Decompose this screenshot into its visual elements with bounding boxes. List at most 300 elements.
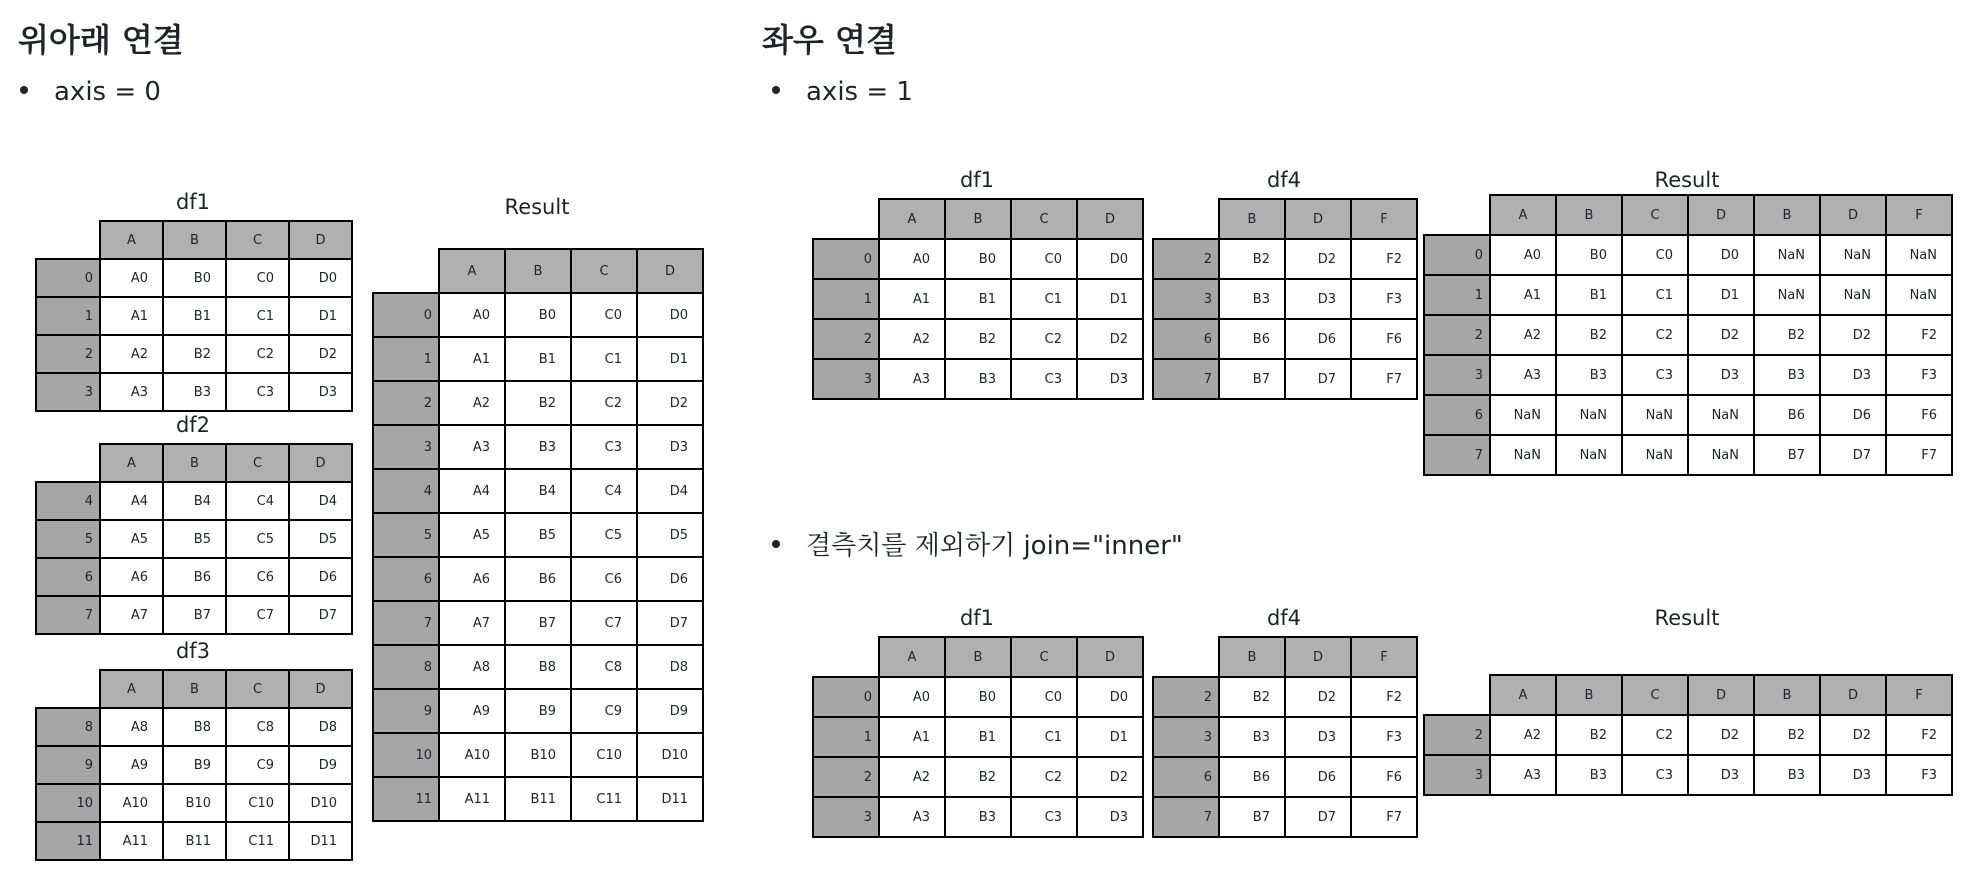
table-cell: A11 (439, 777, 505, 821)
table-cell: F7 (1351, 359, 1417, 399)
table-cell: A1 (1490, 275, 1556, 315)
column-header: D (1820, 675, 1886, 715)
table-cell: B7 (505, 601, 571, 645)
row-index: 0 (373, 293, 439, 337)
table-cell: NaN (1556, 395, 1622, 435)
table-cell: C0 (571, 293, 637, 337)
table-title: df4 (1266, 168, 1302, 192)
table-cell: D11 (637, 777, 703, 821)
table-cell: D7 (1285, 359, 1351, 399)
table-cell: D1 (1077, 279, 1143, 319)
table-cell: A2 (1490, 715, 1556, 755)
row-index: 1 (813, 717, 879, 757)
table-cell: F3 (1351, 717, 1417, 757)
bullet-axis1-text: axis = 1 (806, 77, 913, 107)
column-header: D (289, 221, 352, 259)
table-cell: A4 (100, 482, 163, 520)
table-cell: F6 (1886, 395, 1952, 435)
table-row (813, 279, 1143, 319)
table-cell: B1 (505, 337, 571, 381)
row-index: 6 (1424, 395, 1490, 435)
table-cell: D9 (289, 746, 352, 784)
table-cell: D2 (1285, 239, 1351, 279)
column-header: B (1754, 675, 1820, 715)
column-header: B (163, 444, 226, 482)
row-index: 8 (373, 645, 439, 689)
table-cell: D10 (637, 733, 703, 777)
column-header: A (100, 444, 163, 482)
table-cell: C0 (1011, 239, 1077, 279)
table-cell: C8 (571, 645, 637, 689)
row-index: 1 (36, 297, 100, 335)
table-cell: D5 (289, 520, 352, 558)
column-header: D (1688, 675, 1754, 715)
header-row (813, 199, 1143, 239)
table-cell: A10 (100, 784, 163, 822)
column-header: B (1556, 195, 1622, 235)
table-cell: A2 (879, 757, 945, 797)
row-index: 6 (1153, 319, 1219, 359)
table-cell: D10 (289, 784, 352, 822)
table-cell: NaN (1754, 235, 1820, 275)
table-cell: B5 (163, 520, 226, 558)
dataframe-table (812, 198, 1144, 400)
table-cell: F6 (1351, 319, 1417, 359)
table-row (373, 689, 703, 733)
table-cell: A5 (439, 513, 505, 557)
column-header: D (1820, 195, 1886, 235)
table-cell: A3 (1490, 355, 1556, 395)
table-cell: B3 (505, 425, 571, 469)
table-cell: A7 (100, 596, 163, 634)
table-cell: B0 (1556, 235, 1622, 275)
row-index: 3 (1153, 717, 1219, 757)
column-header: C (1622, 195, 1688, 235)
table-cell: A3 (879, 359, 945, 399)
dataframe-table (35, 220, 353, 412)
column-header: C (226, 670, 289, 708)
row-index: 3 (813, 359, 879, 399)
table-cell: C8 (226, 708, 289, 746)
table-cell: B3 (945, 359, 1011, 399)
dataframe-table (1423, 674, 1953, 796)
table-cell: C3 (226, 373, 289, 411)
table-cell: B11 (505, 777, 571, 821)
row-index: 6 (1153, 757, 1219, 797)
column-header: F (1351, 199, 1417, 239)
table-cell: C0 (1622, 235, 1688, 275)
column-header: F (1886, 195, 1952, 235)
row-index: 2 (373, 381, 439, 425)
table-cell: D1 (289, 297, 352, 335)
table-cell: F7 (1351, 797, 1417, 837)
dataframe-table (1423, 194, 1953, 476)
table-cell: D2 (1688, 715, 1754, 755)
table-row (373, 601, 703, 645)
column-header: D (1688, 195, 1754, 235)
table-cell: C2 (1622, 315, 1688, 355)
column-header: A (100, 221, 163, 259)
table-cell: A2 (1490, 315, 1556, 355)
table-cell: C9 (571, 689, 637, 733)
corner-cell (813, 199, 879, 239)
table-cell: D8 (289, 708, 352, 746)
table-row (1153, 319, 1417, 359)
table-cell: C2 (226, 335, 289, 373)
row-index: 7 (1153, 359, 1219, 399)
row-index: 10 (373, 733, 439, 777)
header-row (36, 221, 352, 259)
corner-cell (1153, 637, 1219, 677)
row-index: 2 (1424, 315, 1490, 355)
table-cell: NaN (1754, 275, 1820, 315)
table-cell: NaN (1490, 435, 1556, 475)
row-index: 8 (36, 708, 100, 746)
header-row (1424, 195, 1952, 235)
table-cell: D0 (637, 293, 703, 337)
table-cell: D6 (1820, 395, 1886, 435)
row-index: 2 (36, 335, 100, 373)
column-header: C (1011, 199, 1077, 239)
column-header: A (439, 249, 505, 293)
table-cell: C7 (571, 601, 637, 645)
table-cell: B1 (163, 297, 226, 335)
table-cell: NaN (1886, 235, 1952, 275)
table-row (1424, 275, 1952, 315)
table-cell: D3 (637, 425, 703, 469)
corner-cell (36, 221, 100, 259)
column-header: D (289, 670, 352, 708)
table-row (36, 822, 352, 860)
table-cell: A0 (1490, 235, 1556, 275)
row-index: 2 (1153, 239, 1219, 279)
column-header: B (1219, 199, 1285, 239)
table-row (1424, 315, 1952, 355)
table-title: df4 (1266, 606, 1302, 630)
row-index: 7 (1424, 435, 1490, 475)
table-cell: B10 (163, 784, 226, 822)
column-header: B (945, 199, 1011, 239)
dataframe-table (35, 669, 353, 861)
table-cell: A0 (879, 239, 945, 279)
row-index: 0 (36, 259, 100, 297)
table-cell: B3 (945, 797, 1011, 837)
table-cell: D7 (1285, 797, 1351, 837)
column-header: A (879, 199, 945, 239)
corner-cell (36, 670, 100, 708)
dataframe-table (1152, 636, 1418, 838)
table-cell: B3 (1556, 755, 1622, 795)
table-cell: C4 (571, 469, 637, 513)
table-cell: B7 (163, 596, 226, 634)
table-cell: D3 (1077, 359, 1143, 399)
table-cell: B2 (163, 335, 226, 373)
table-cell: B1 (945, 717, 1011, 757)
table-cell: C0 (1011, 677, 1077, 717)
table-cell: C2 (571, 381, 637, 425)
table-cell: A3 (439, 425, 505, 469)
table-row (813, 239, 1143, 279)
header-row (813, 637, 1143, 677)
column-header: B (945, 637, 1011, 677)
table-row (373, 337, 703, 381)
header-row (373, 249, 703, 293)
dataframe-table (372, 248, 704, 822)
table-row (813, 359, 1143, 399)
header-row (1424, 675, 1952, 715)
table-row (1153, 797, 1417, 837)
row-index: 4 (373, 469, 439, 513)
table-cell: A3 (100, 373, 163, 411)
table-cell: C9 (226, 746, 289, 784)
column-header: A (1490, 195, 1556, 235)
table-cell: B4 (163, 482, 226, 520)
table-cell: D6 (1285, 757, 1351, 797)
table-cell: B2 (1754, 315, 1820, 355)
table-cell: D3 (1285, 717, 1351, 757)
column-header: A (100, 670, 163, 708)
row-index: 5 (373, 513, 439, 557)
table-row (813, 717, 1143, 757)
table-cell: C6 (571, 557, 637, 601)
row-index: 7 (36, 596, 100, 634)
table-cell: D7 (637, 601, 703, 645)
table-cell: D2 (637, 381, 703, 425)
table-row (36, 520, 352, 558)
table-cell: D6 (637, 557, 703, 601)
row-index: 0 (1424, 235, 1490, 275)
row-index: 0 (813, 239, 879, 279)
row-index: 1 (373, 337, 439, 381)
column-header: C (1011, 637, 1077, 677)
table-cell: NaN (1688, 395, 1754, 435)
table-cell: D3 (1688, 355, 1754, 395)
table-cell: B2 (945, 319, 1011, 359)
table-row (373, 425, 703, 469)
table-cell: C1 (1011, 717, 1077, 757)
heading-vertical-concat: 위아래 연결 (18, 21, 184, 59)
table-cell: D3 (1820, 355, 1886, 395)
row-index: 10 (36, 784, 100, 822)
table-cell: D1 (1077, 717, 1143, 757)
table-cell: B2 (1754, 715, 1820, 755)
row-index: 9 (373, 689, 439, 733)
header-row (36, 444, 352, 482)
column-header: C (571, 249, 637, 293)
table-cell: A2 (439, 381, 505, 425)
table-cell: D2 (1077, 757, 1143, 797)
table-cell: B0 (505, 293, 571, 337)
row-index: 3 (1424, 755, 1490, 795)
table-cell: B10 (505, 733, 571, 777)
table-cell: D1 (1688, 275, 1754, 315)
table-cell: B0 (945, 239, 1011, 279)
table-cell: D3 (289, 373, 352, 411)
table-cell: B2 (505, 381, 571, 425)
table-cell: C2 (1011, 319, 1077, 359)
table-cell: D2 (1077, 319, 1143, 359)
bullet-axis0-text: axis = 0 (54, 77, 161, 107)
table-cell: B6 (163, 558, 226, 596)
table-cell: C11 (571, 777, 637, 821)
table-cell: B2 (1219, 677, 1285, 717)
column-header: B (163, 670, 226, 708)
bullet-axis0 (20, 76, 161, 108)
table-cell: A3 (879, 797, 945, 837)
table-cell: NaN (1886, 275, 1952, 315)
corner-cell (1153, 199, 1219, 239)
table-cell: A0 (100, 259, 163, 297)
row-index: 0 (813, 677, 879, 717)
table-cell: B3 (1754, 755, 1820, 795)
bullet-inner-join (772, 530, 1183, 562)
row-index: 3 (36, 373, 100, 411)
table-cell: F7 (1886, 435, 1952, 475)
table-cell: A10 (439, 733, 505, 777)
row-index: 6 (36, 558, 100, 596)
table-cell: C2 (1011, 757, 1077, 797)
column-header: C (226, 221, 289, 259)
table-cell: D11 (289, 822, 352, 860)
table-row (1153, 677, 1417, 717)
header-row (36, 670, 352, 708)
table-cell: B3 (1754, 355, 1820, 395)
table-row (36, 708, 352, 746)
table-row (1424, 395, 1952, 435)
table-row (373, 733, 703, 777)
table-cell: C4 (226, 482, 289, 520)
table-row (813, 319, 1143, 359)
table-row (1424, 355, 1952, 395)
table-cell: D6 (289, 558, 352, 596)
table-cell: A8 (100, 708, 163, 746)
table-row (1424, 715, 1952, 755)
table-cell: C3 (1622, 355, 1688, 395)
table-cell: C1 (1011, 279, 1077, 319)
column-header: B (505, 249, 571, 293)
table-cell: D8 (637, 645, 703, 689)
header-row (1153, 199, 1417, 239)
column-header: D (1285, 199, 1351, 239)
table-cell: B6 (1754, 395, 1820, 435)
table-cell: B5 (505, 513, 571, 557)
table-cell: D0 (1077, 239, 1143, 279)
table-cell: D2 (1285, 677, 1351, 717)
corner-cell (36, 444, 100, 482)
table-cell: D7 (289, 596, 352, 634)
table-cell: B3 (1219, 279, 1285, 319)
table-cell: D3 (1820, 755, 1886, 795)
table-row (373, 381, 703, 425)
table-cell: D3 (1285, 279, 1351, 319)
row-index: 1 (1424, 275, 1490, 315)
row-index: 3 (1153, 279, 1219, 319)
row-index: 1 (813, 279, 879, 319)
table-row (36, 373, 352, 411)
row-index: 7 (373, 601, 439, 645)
table-row (36, 259, 352, 297)
table-title: Result (504, 195, 570, 219)
table-cell: A9 (100, 746, 163, 784)
table-cell: A4 (439, 469, 505, 513)
table-cell: C1 (571, 337, 637, 381)
table-cell: B7 (1219, 797, 1285, 837)
corner-cell (1424, 195, 1490, 235)
column-header: F (1351, 637, 1417, 677)
table-cell: A2 (879, 319, 945, 359)
table-cell: NaN (1556, 435, 1622, 475)
table-row (36, 558, 352, 596)
table-cell: B0 (163, 259, 226, 297)
table-title: df2 (175, 413, 211, 437)
row-index: 5 (36, 520, 100, 558)
table-cell: C3 (1011, 359, 1077, 399)
table-row (36, 596, 352, 634)
table-cell: D2 (1688, 315, 1754, 355)
table-row (36, 482, 352, 520)
table-cell: D0 (1077, 677, 1143, 717)
table-cell: C1 (226, 297, 289, 335)
table-cell: B2 (1556, 315, 1622, 355)
table-cell: C5 (571, 513, 637, 557)
dataframe-table (812, 636, 1144, 838)
table-cell: C7 (226, 596, 289, 634)
table-cell: B8 (163, 708, 226, 746)
table-cell: C5 (226, 520, 289, 558)
corner-cell (1424, 675, 1490, 715)
table-cell: A7 (439, 601, 505, 645)
column-header: A (879, 637, 945, 677)
column-header: B (1219, 637, 1285, 677)
table-row (1153, 757, 1417, 797)
heading-horizontal-concat: 좌우 연결 (762, 21, 897, 59)
table-row (1424, 235, 1952, 275)
table-cell: D4 (637, 469, 703, 513)
table-cell: D6 (1285, 319, 1351, 359)
column-header: D (1077, 199, 1143, 239)
row-index: 7 (1153, 797, 1219, 837)
column-header: B (163, 221, 226, 259)
corner-cell (373, 249, 439, 293)
table-title: df3 (175, 639, 211, 663)
table-cell: B3 (163, 373, 226, 411)
row-index: 2 (813, 757, 879, 797)
table-cell: B2 (945, 757, 1011, 797)
row-index: 3 (373, 425, 439, 469)
table-cell: B2 (1219, 239, 1285, 279)
table-cell: NaN (1490, 395, 1556, 435)
table-row (373, 557, 703, 601)
table-cell: C11 (226, 822, 289, 860)
table-cell: B7 (1754, 435, 1820, 475)
table-cell: F3 (1351, 279, 1417, 319)
table-row (1424, 435, 1952, 475)
table-cell: C10 (571, 733, 637, 777)
table-row (36, 335, 352, 373)
dataframe-table (35, 443, 353, 635)
table-cell: A11 (100, 822, 163, 860)
table-cell: B6 (1219, 319, 1285, 359)
table-row (373, 513, 703, 557)
table-cell: D1 (637, 337, 703, 381)
table-cell: B6 (1219, 757, 1285, 797)
table-cell: D2 (289, 335, 352, 373)
table-cell: D0 (289, 259, 352, 297)
column-header: B (1754, 195, 1820, 235)
table-cell: F3 (1886, 755, 1952, 795)
table-cell: F6 (1351, 757, 1417, 797)
table-cell: A0 (879, 677, 945, 717)
